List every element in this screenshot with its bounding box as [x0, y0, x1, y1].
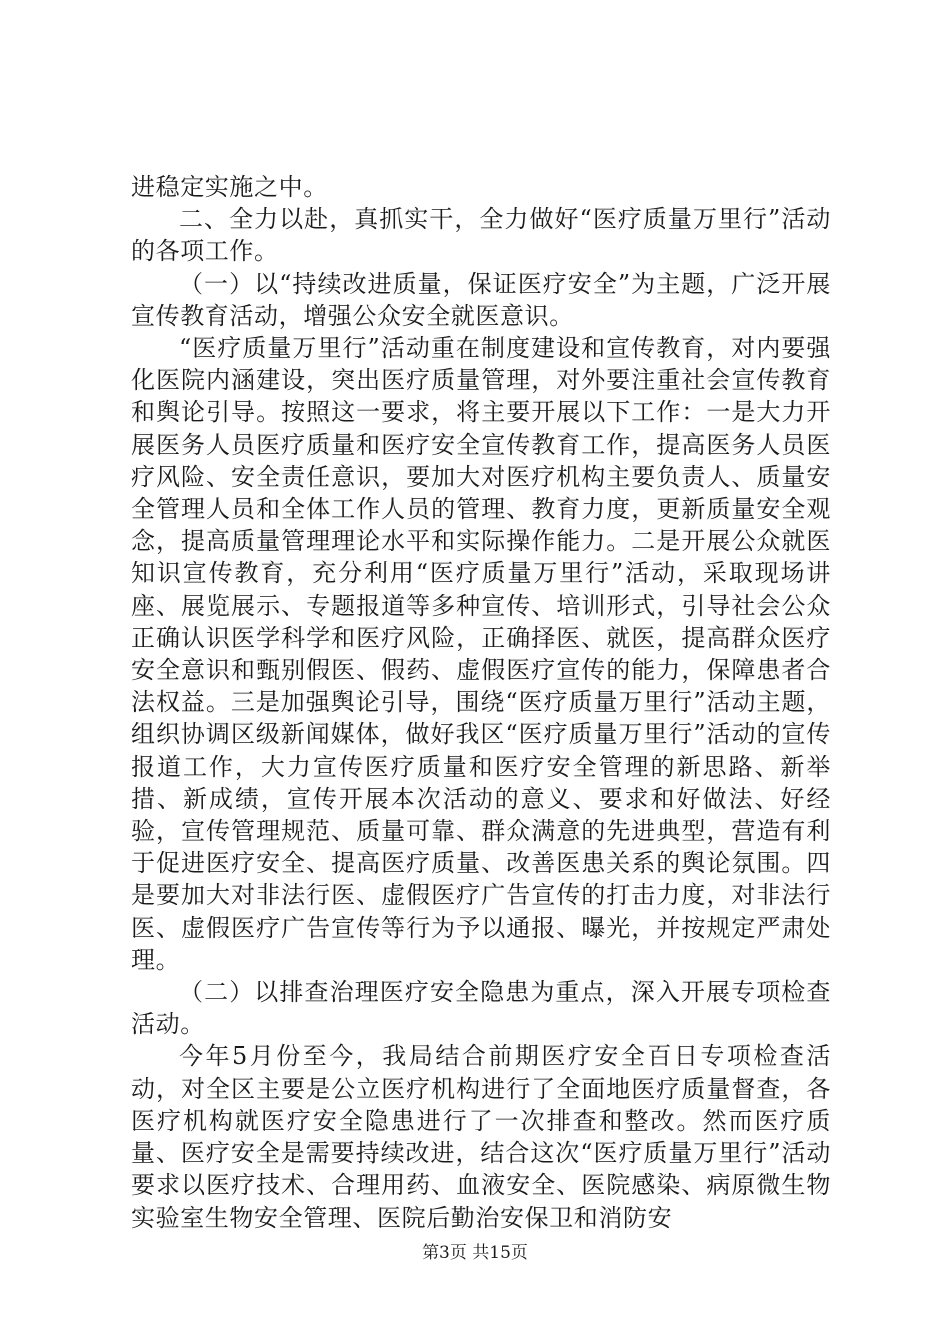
paragraph-5: （二）以排查治理医疗安全隐患为重点，深入开展专项检查活动。	[131, 978, 831, 1039]
page-number: 第3页 共15页	[422, 1243, 528, 1263]
paragraph-3: （一）以“持续改进质量，保证医疗安全”为主题，广泛开展宣传教育活动，增强公众安全就医意识。	[131, 269, 831, 330]
paragraph-2: 二、全力以赴，真抓实干，全力做好“医疗质量万里行”活动的各项工作。	[131, 205, 831, 266]
paragraph-1: 进稳定实施之中。	[131, 173, 328, 201]
paragraph-4: “医疗质量万里行”活动重在制度建设和宣传教育，对内要强化医院内涵建设，突出医疗质量管理，对外要注重社会宣传教育和舆论引导。按照这一要求，将主要开展以下工作：一是大力开展医务人员医疗质量和医疗安全宣传教育工作，提高医务人员医疗风险、安全责任意识，要加大对医疗机构主要负责人、质量安全管理人员和全体工作人员的管理、教育力度，更新质量安全观念，提高质量管理理论水平和实际操作能力。二是开展公众就医知识宣传教育，充分利用“医疗质量万里行”活动，采取现场讲座、展览展示、专题报道等多种宣传、培训形式，引导社会公众正确认识医学科学和医疗风险，正确择医、就医，提高群众医疗安全意识和甄别假医、假药、虚假医疗宣传的能力，保障患者合法权益。三是加强舆论引导，围绕“医疗质量万里行”活动主题，组织协调区级新闻媒体，做好我区“医疗质量万里行”活动的宣传报道工作，大力宣传医疗质量和医疗安全管理的新思路、新举措、新成绩，宣传开展本次活动的意义、要求和好做法、好经验，宣传管理规范、质量可靠、群众满意的先进典型，营造有利于促进医疗安全、提高医疗质量、改善医患关系的舆论氛围。四是要加大对非法行医、虚假医疗广告宣传的打击力度，对非法行医、虚假医疗广告宣传等行为予以通报、曝光，并按规定严肃处理。	[131, 334, 831, 974]
body-text	[131, 171, 831, 1234]
page-footer	[0, 1242, 950, 1264]
paragraph-6: 今年5月份至今，我局结合前期医疗安全百日专项检查活动，对全区主要是公立医疗机构进行了全面地医疗质量督查，各医疗机构就医疗安全隐患进行了一次排查和整改。然而医疗质量、医疗安全是需要持续改进，结合这次“医疗质量万里行”活动要求以医疗技术、合理用药、血液安全、医院感染、病原微生物实验室生物安全管理、医院后勤治安保卫和消防安	[131, 1042, 831, 1232]
